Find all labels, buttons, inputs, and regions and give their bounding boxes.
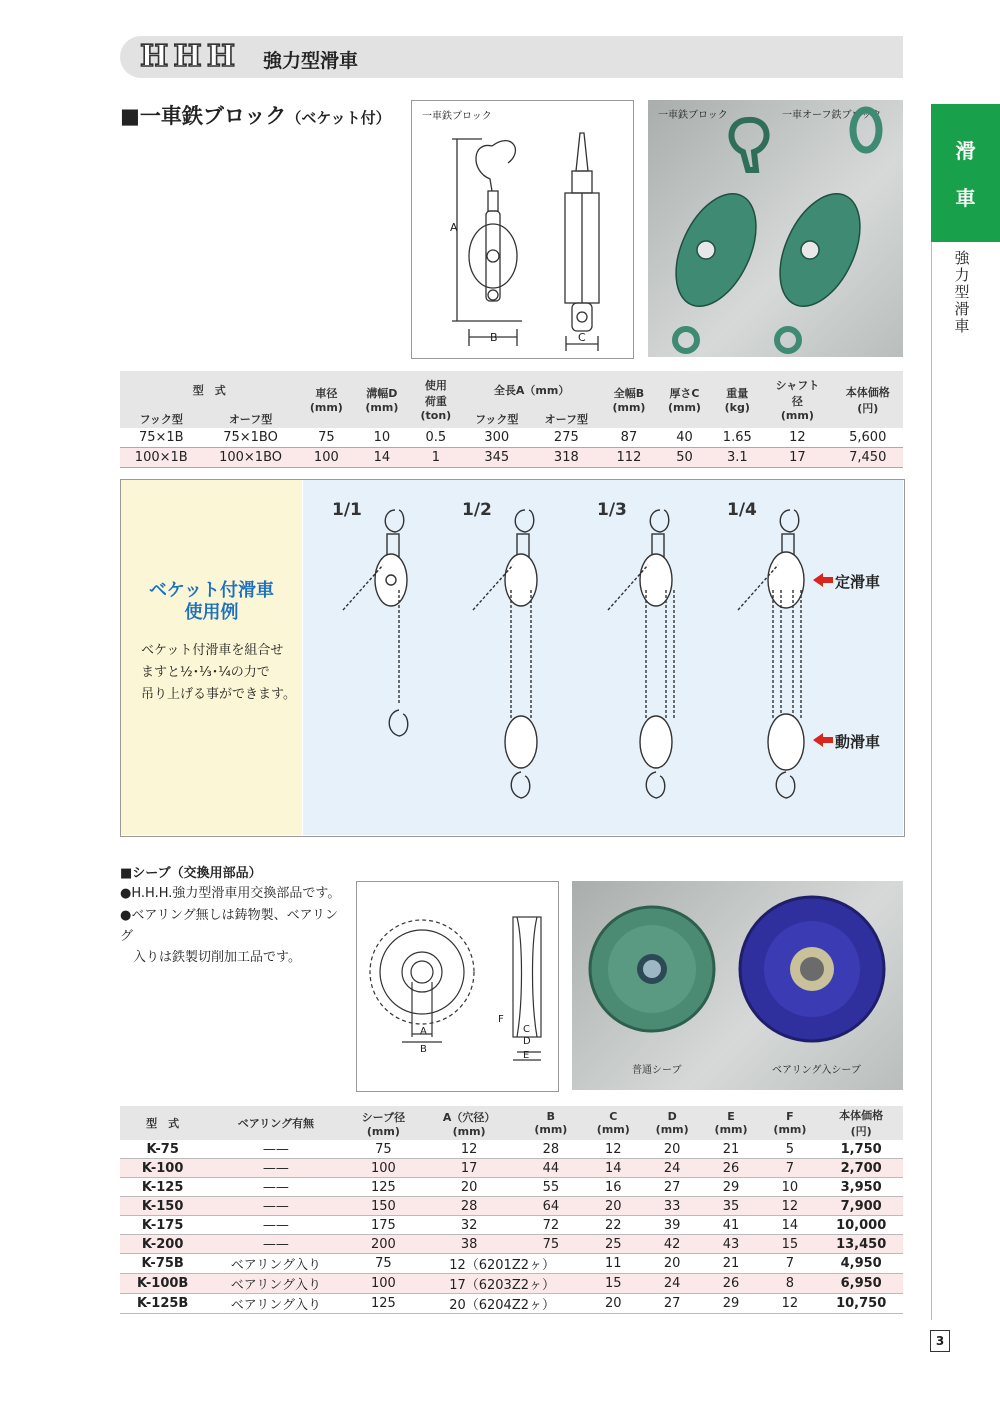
cell-a: 20（6204Z2ヶ）: [449, 1298, 556, 1313]
cell-bearing: ベアリング入り: [230, 1298, 321, 1313]
cell-dia: 75: [375, 1141, 392, 1157]
sheave-drawing: [356, 881, 559, 1092]
cell-a: 12: [460, 1141, 478, 1157]
cell-b: 64: [542, 1198, 560, 1214]
th-wheel-dia: 車径 (mm): [299, 371, 355, 428]
cell-model: K-75B: [141, 1256, 184, 1271]
cell-bearing: ——: [262, 1236, 289, 1252]
ratio-label: 1/3: [597, 500, 627, 520]
cell-dia: 125: [370, 1179, 396, 1195]
cell-c: 12: [605, 1141, 622, 1157]
cell-price: 6,950: [840, 1276, 882, 1291]
side-tab-char: 滑: [955, 139, 976, 163]
usage-example-text: ベケット付滑車を組合せ ますと½･⅓･¼の力で 吊り上げる事ができます。: [141, 643, 296, 702]
th-shaft: シャフト 径 (mm): [762, 371, 832, 428]
cell-a: 17（6203Z2ヶ）: [449, 1278, 556, 1293]
th-e: E (mm): [702, 1106, 761, 1140]
sheave-diagram-svg: [357, 882, 558, 1091]
dim-c-label: C: [578, 331, 586, 344]
ratio-label: 1/4: [727, 500, 757, 520]
th-hook-type: フック型: [120, 409, 203, 428]
th-a: A（穴径） (mm): [420, 1106, 517, 1140]
cell-model: K-175: [141, 1217, 184, 1233]
photo-label-left: 一車鉄ブロック: [658, 110, 728, 121]
cell-dia: 175: [370, 1217, 396, 1233]
cell-e: 41: [722, 1217, 740, 1233]
cell-c: 14: [605, 1160, 622, 1176]
sheave-section-title: ■シーブ（交換用部品）: [120, 866, 262, 881]
cell-f: 12: [781, 1198, 799, 1214]
table-row: [120, 1140, 903, 1159]
sheave-dim-d: D: [523, 1036, 531, 1047]
table-row: 100×1B 100×1BO 100 14 1 345 318 112 50 3.1 17 7,450: [120, 448, 903, 468]
drawing-caption: 一車鉄ブロック: [422, 111, 492, 122]
th-price: 本体価格 (円): [832, 371, 903, 428]
cell-model: K-75: [146, 1141, 179, 1157]
cell-a: 28: [460, 1198, 478, 1214]
cell-c: 22: [605, 1217, 622, 1233]
cell-e: 21: [722, 1141, 740, 1157]
cell-model: K-100: [141, 1160, 184, 1176]
cell-model: K-100B: [136, 1276, 189, 1291]
th-model: 型 式: [120, 371, 299, 409]
block-diagram-svg: [412, 101, 633, 358]
cell-c: 16: [605, 1179, 622, 1195]
cell-b: 55: [542, 1179, 560, 1195]
cell-b: 44: [542, 1160, 560, 1176]
photo-label-right: 一車オーフ鉄ブロック: [782, 110, 882, 121]
block-drawing: [411, 100, 634, 359]
cell-dia: 100: [370, 1276, 396, 1291]
th-len-hook: フック型: [462, 409, 531, 428]
cell-f: 7: [785, 1160, 795, 1176]
table-row: [120, 1274, 903, 1294]
cell-price: 3,950: [840, 1179, 882, 1195]
cell-dia: 125: [370, 1296, 396, 1311]
cell-f: 8: [785, 1276, 795, 1291]
cell-price: 10,000: [836, 1217, 887, 1233]
th-d: D (mm): [643, 1106, 702, 1140]
cell-b: 72: [542, 1217, 560, 1233]
cell-e: 26: [722, 1160, 740, 1176]
cell-price: 4,950: [840, 1256, 882, 1271]
cell-dia: 100: [370, 1160, 396, 1176]
cell-d: 20: [663, 1141, 681, 1157]
cell-d: 27: [663, 1296, 681, 1311]
cell-f: 14: [781, 1217, 799, 1233]
cell-a: 38: [460, 1236, 478, 1252]
cell-price: 1,750: [840, 1141, 882, 1157]
cell-b: 75: [542, 1236, 560, 1252]
cell-c: 15: [605, 1276, 622, 1291]
sheave-bullet: ●ベアリング無しは鋳物製、ベアリング 入りは鉄製切削加工品です。: [120, 908, 339, 965]
cell-e: 29: [722, 1179, 740, 1195]
cell-a: 12（6201Z2ヶ）: [449, 1258, 556, 1273]
cell-a: 20: [460, 1179, 478, 1195]
logo-letter: H: [206, 38, 237, 74]
cell-price: 2,700: [840, 1160, 882, 1176]
sheave-bullet: ●H.H.H.強力型滑車用交換部品です。: [120, 886, 341, 901]
sheave-spec-table: [120, 1106, 903, 1314]
cell-d: 24: [663, 1160, 681, 1176]
table-row: 75×1B 75×1BO 75 10 0.5 300 275 87 40 1.65 12 5,600: [120, 428, 903, 448]
th-load: 使用 荷重 (ton): [410, 371, 462, 428]
cell-d: 27: [663, 1179, 681, 1195]
th-f: F (mm): [760, 1106, 819, 1140]
cell-f: 12: [781, 1296, 799, 1311]
side-divider: [931, 104, 932, 1320]
cell-bearing: ——: [262, 1141, 289, 1157]
cell-model: K-125B: [136, 1296, 189, 1311]
side-tab-char: 車: [955, 186, 976, 210]
sheave-dim-b: B: [420, 1044, 427, 1055]
moving-pulley-label: 動滑車: [835, 733, 881, 751]
cell-price: 10,750: [836, 1296, 887, 1311]
logo-letter: H: [173, 38, 203, 74]
cell-dia: 75: [375, 1256, 392, 1271]
table-row: [120, 1294, 903, 1314]
cell-d: 24: [663, 1276, 681, 1291]
logo-letter: H: [140, 38, 170, 74]
th-length: 全長A（mm）: [462, 371, 601, 409]
cell-price: 7,900: [840, 1198, 882, 1214]
ratio-label: 1/2: [462, 500, 492, 520]
cell-price: 13,450: [836, 1236, 887, 1252]
cell-f: 7: [785, 1256, 795, 1271]
cell-d: 39: [663, 1217, 681, 1233]
th-model: 型 式: [120, 1106, 205, 1140]
cell-bearing: ——: [262, 1179, 289, 1195]
sheave-dim-c: C: [523, 1024, 530, 1035]
section-title-suffix: （ベケット付）: [286, 109, 391, 127]
cell-b: 28: [542, 1141, 560, 1157]
cell-f: 5: [785, 1141, 795, 1157]
th-len-eye: オーフ型: [531, 409, 601, 428]
th-weight: 重量 (kg): [712, 371, 762, 428]
usage-example-title: ベケット付滑車 使用例: [148, 580, 275, 623]
th-price: 本体価格 (円): [819, 1106, 903, 1140]
block-photo: [648, 100, 903, 357]
th-eye-type: オーフ型: [203, 409, 299, 428]
sheave-dim-e: E: [523, 1050, 530, 1061]
block-photo-svg: [648, 100, 903, 357]
cell-d: 33: [663, 1198, 681, 1214]
sheave-photo-label-left: 普通シーブ: [632, 1065, 682, 1076]
page-number: 3: [930, 1330, 950, 1352]
cell-e: 29: [722, 1296, 740, 1311]
th-groove: 溝幅D (mm): [354, 371, 410, 428]
cell-a: 17: [460, 1160, 478, 1176]
cell-e: 35: [722, 1198, 740, 1214]
table-row: [120, 1235, 903, 1254]
dim-b-label: B: [490, 331, 498, 344]
moving-pulley-arrow: [813, 733, 833, 747]
table-row: [120, 1254, 903, 1274]
cell-bearing: ベアリング入り: [230, 1258, 321, 1273]
table-row: [120, 1178, 903, 1197]
cell-e: 43: [722, 1236, 740, 1252]
cell-e: 26: [722, 1276, 740, 1291]
ratio-label: 1/1: [332, 500, 362, 520]
cell-a: 32: [460, 1217, 478, 1233]
side-tab-subtitle: 強力型滑車: [954, 249, 970, 335]
cell-c: 20: [605, 1198, 622, 1214]
cell-c: 20: [605, 1296, 622, 1311]
sheave-photo-svg: [572, 881, 903, 1090]
fixed-pulley-arrow: [813, 573, 833, 587]
cell-model: K-125: [141, 1179, 184, 1195]
cell-bearing: ——: [262, 1217, 289, 1233]
sheave-dim-f: F: [498, 1014, 504, 1025]
cell-model: K-150: [141, 1198, 184, 1214]
cell-f: 10: [781, 1179, 799, 1195]
section-title-main: ■一車鉄ブロック: [120, 104, 287, 128]
sheave-photo: [572, 881, 903, 1090]
table-row: [120, 1216, 903, 1235]
sheave-dim-a: A: [420, 1026, 427, 1037]
cell-dia: 200: [370, 1236, 396, 1252]
dim-a-label: A: [450, 221, 458, 234]
cell-d: 20: [663, 1256, 681, 1271]
cell-e: 21: [722, 1256, 740, 1271]
cell-dia: 150: [370, 1198, 396, 1214]
section-title: [120, 100, 391, 130]
cell-c: 11: [605, 1256, 622, 1271]
block-spec-table: [120, 371, 903, 468]
cell-bearing: ——: [262, 1160, 289, 1176]
cell-f: 15: [781, 1236, 799, 1252]
cell-bearing: ——: [262, 1198, 289, 1214]
cell-model: K-200: [141, 1236, 184, 1252]
th-sheave-dia: シーブ径 (mm): [346, 1106, 420, 1140]
table-row: [120, 1159, 903, 1178]
header-bar: [120, 36, 903, 78]
th-b: B (mm): [518, 1106, 584, 1140]
header-title: 強力型滑車: [263, 50, 359, 72]
th-bearing: ベアリング有無: [205, 1106, 346, 1140]
cell-bearing: ベアリング入り: [230, 1278, 321, 1293]
hhh-logo: [140, 38, 236, 74]
th-c: C (mm): [584, 1106, 643, 1140]
fixed-pulley-label: 定滑車: [835, 573, 881, 591]
side-tab[interactable]: [931, 104, 1000, 242]
table-row: [120, 1197, 903, 1216]
cell-d: 42: [663, 1236, 681, 1252]
cell-c: 25: [605, 1236, 622, 1252]
sheave-photo-label-right: ベアリング入シーブ: [772, 1065, 861, 1076]
pulley-usage-svg: [303, 480, 903, 835]
th-thick: 厚さC (mm): [657, 371, 713, 428]
th-width: 全幅B (mm): [601, 371, 657, 428]
